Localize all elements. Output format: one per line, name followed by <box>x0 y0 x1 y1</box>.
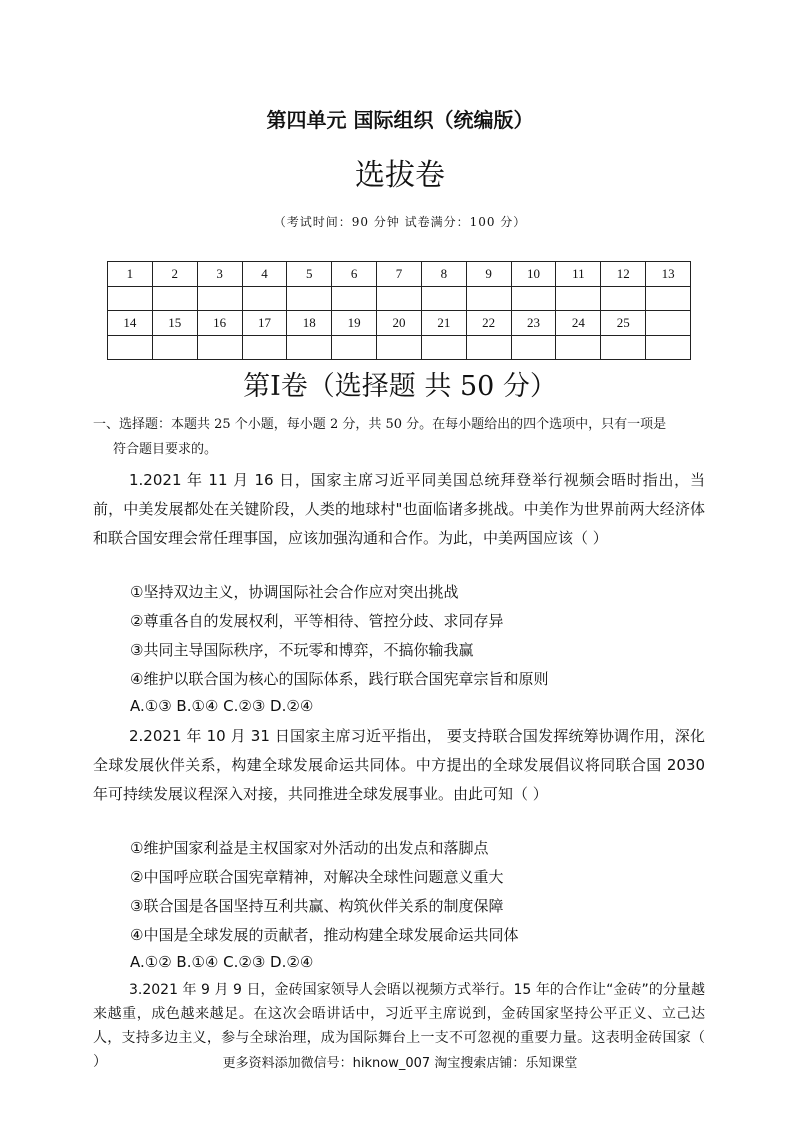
question-1-option: ②尊重各自的发展权利，平等相待、管控分歧、求同存异 <box>130 612 504 630</box>
question-2-option: ④中国是全球发展的贡献者，推动构建全球发展命运共同体 <box>130 926 519 944</box>
grid-cell-number: 10 <box>511 262 556 287</box>
section-title: 第Ⅰ卷（选择题 共 50 分） <box>243 371 557 402</box>
question-2-option: ①维护国家利益是主权国家对外活动的出发点和落脚点 <box>130 839 489 857</box>
answer-cell[interactable] <box>152 335 197 360</box>
answer-cell[interactable] <box>421 286 466 311</box>
grid-cell-number: 8 <box>421 262 466 287</box>
grid-cell-number: 14 <box>108 311 153 336</box>
answer-cell[interactable] <box>108 335 153 360</box>
grid-cell-number: 1 <box>108 262 153 287</box>
question-1-option: ①坚持双边主义，协调国际社会合作应对突出挑战 <box>130 583 459 601</box>
question-2-choices: A.①② B.①④ C.②③ D.②④ <box>130 953 314 971</box>
grid-cell-number: 20 <box>377 311 422 336</box>
answer-grid-blank-row-2 <box>108 335 691 360</box>
unit-title: 第四单元 国际组织（统编版） <box>266 108 534 132</box>
answer-cell[interactable] <box>646 335 691 360</box>
answer-cell[interactable] <box>108 286 153 311</box>
answer-cell[interactable] <box>646 286 691 311</box>
grid-cell-number: 11 <box>556 262 601 287</box>
grid-cell-number: 13 <box>646 262 691 287</box>
instructions-line-2: 符合题目要求的。 <box>113 442 218 457</box>
answer-cell[interactable] <box>287 286 332 311</box>
exam-info: （考试时间：90 分钟 试卷满分：100 分） <box>273 215 527 229</box>
answer-cell[interactable] <box>377 335 422 360</box>
grid-cell-number: 3 <box>197 262 242 287</box>
answer-cell[interactable] <box>332 335 377 360</box>
question-1-option: ④维护以联合国为核心的国际体系，践行联合国宪章宗旨和原则 <box>130 670 549 688</box>
grid-cell-number: 23 <box>511 311 556 336</box>
question-1-choices: A.①③ B.①④ C.②③ D.②④ <box>130 697 314 715</box>
answer-cell[interactable] <box>511 335 556 360</box>
answer-cell[interactable] <box>601 335 646 360</box>
question-2-stem: 2.2021 年 10 月 31 日国家主席习近平指出， 要支持联合国发挥统筹协调作用，深化全球发展伙伴关系，构建全球发展命运共同体。中方提出的全球发展倡议将同联合国 2030 年可持续发展议程深入对接，共同推进全球发展事业。由此可知（ ） <box>93 727 705 803</box>
footer-note: 更多资料添加微信号：hiknow_007 淘宝搜索店铺：乐知课堂 <box>222 1056 578 1071</box>
grid-cell-number: 16 <box>197 311 242 336</box>
grid-cell-number: 18 <box>287 311 332 336</box>
grid-cell-number: 17 <box>242 311 287 336</box>
question-3-stem: 3.2021 年 9 月 9 日，金砖国家领导人会晤以视频方式举行。15 年的合作让“金砖”的分量越来越重，成色越来越足。在这次会晤讲话中，习近平主席说到，金砖国家坚持公平正义、立己达人，支持多边主义，参与全球治理，成为国际舞台上一支不可忽视的重要力量。这表明金砖国家（ ） <box>93 982 705 1070</box>
answer-cell[interactable] <box>421 335 466 360</box>
grid-cell-number: 9 <box>466 262 511 287</box>
grid-cell-number: 15 <box>152 311 197 336</box>
instructions-line-1: 一、选择题：本题共 25 个小题，每小题 2 分，共 50 分。在每小题给出的四个选项中，只有一项是 <box>93 417 667 432</box>
question-1-option: ③共同主导国际秩序，不玩零和博弈，不搞你输我赢 <box>130 641 474 659</box>
answer-cell[interactable] <box>152 286 197 311</box>
answer-cell[interactable] <box>197 335 242 360</box>
question-1-stem: 1.2021 年 11 月 16 日，国家主席习近平同美国总统拜登举行视频会晤时指出，当前，中美发展都处在关键阶段，人类的地球村"也面临诸多挑战。中美作为世界前两大经济体和联合国安理会常任理事国，应该加强沟通和合作。为此，中美两国应该（ ） <box>93 471 705 547</box>
question-2-option: ②中国呼应联合国宪章精神，对解决全球性问题意义重大 <box>130 868 504 886</box>
grid-cell-number: 6 <box>332 262 377 287</box>
grid-cell-number: 7 <box>377 262 422 287</box>
answer-grid-blank-row-1 <box>108 286 691 311</box>
grid-cell-number <box>646 311 691 336</box>
grid-cell-number: 12 <box>601 262 646 287</box>
grid-cell-number: 24 <box>556 311 601 336</box>
answer-cell[interactable] <box>466 335 511 360</box>
exam-type-title: 选拔卷 <box>355 158 445 193</box>
grid-cell-number: 2 <box>152 262 197 287</box>
grid-cell-number: 21 <box>421 311 466 336</box>
answer-cell[interactable] <box>511 286 556 311</box>
grid-cell-number: 19 <box>332 311 377 336</box>
answer-cell[interactable] <box>601 286 646 311</box>
answer-cell[interactable] <box>287 335 332 360</box>
grid-cell-number: 25 <box>601 311 646 336</box>
answer-cell[interactable] <box>377 286 422 311</box>
answer-cell[interactable] <box>242 286 287 311</box>
answer-grid <box>107 261 691 360</box>
question-2-option: ③联合国是各国坚持互利共赢、构筑伙伴关系的制度保障 <box>130 897 504 915</box>
answer-grid-number-row-1 <box>108 262 691 287</box>
answer-cell[interactable] <box>197 286 242 311</box>
answer-cell[interactable] <box>466 286 511 311</box>
answer-grid-number-row-2 <box>108 311 691 336</box>
grid-cell-number: 4 <box>242 262 287 287</box>
grid-cell-number: 5 <box>287 262 332 287</box>
answer-cell[interactable] <box>556 335 601 360</box>
answer-cell[interactable] <box>332 286 377 311</box>
answer-cell[interactable] <box>242 335 287 360</box>
answer-cell[interactable] <box>556 286 601 311</box>
grid-cell-number: 22 <box>466 311 511 336</box>
